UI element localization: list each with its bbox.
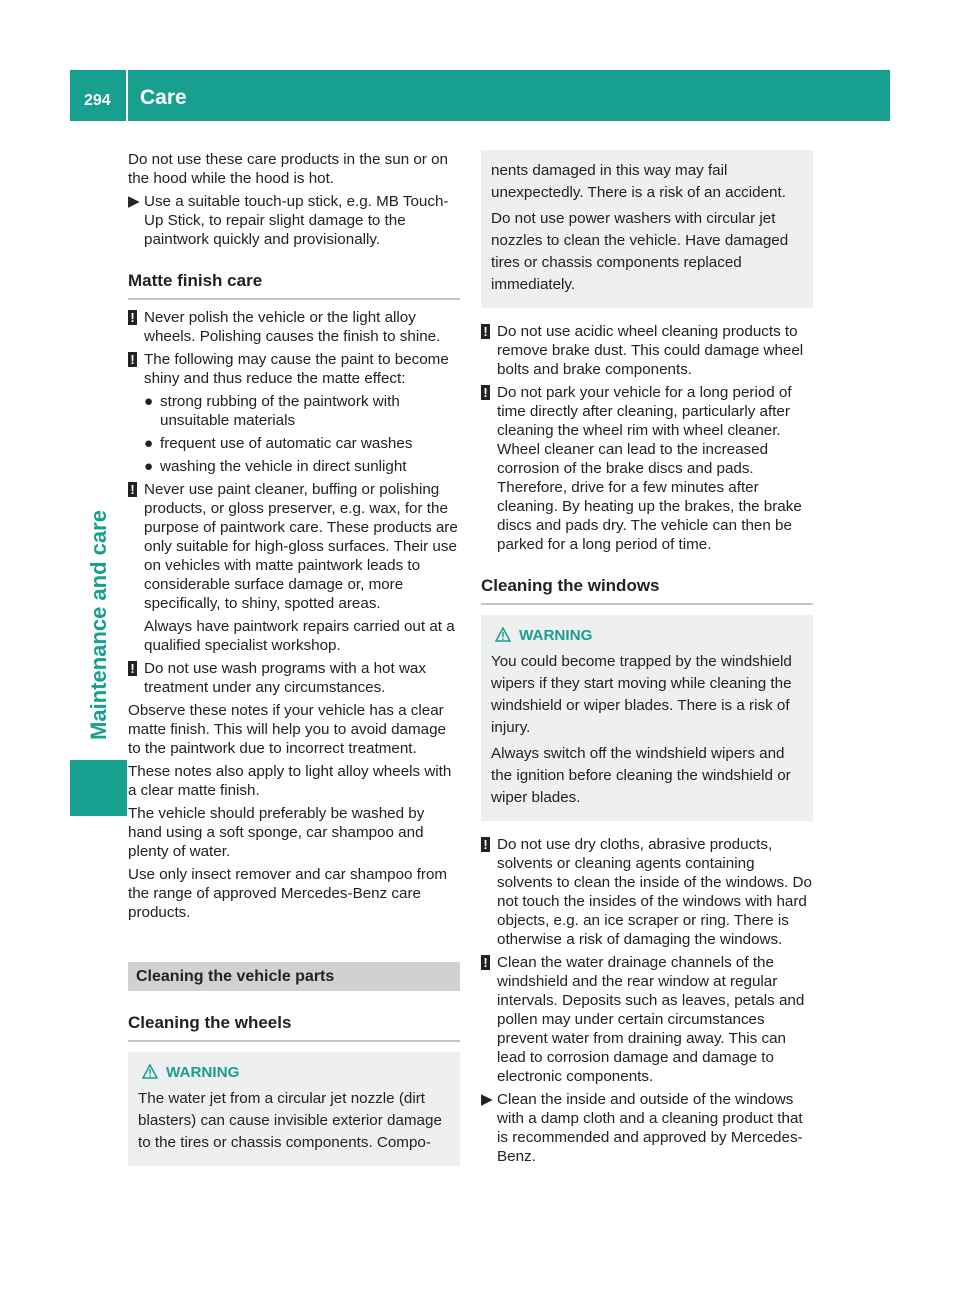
- notice-icon: !: [481, 385, 490, 400]
- notice-item: ! Clean the water drainage channels of the windshield and the rear window at regular intervals. Deposits such as leaves, petals and pollen may under certain circumstances prevent water from draining away. This can lead to corrosion damage and damage to electronic components.: [481, 953, 813, 1086]
- body-text: The vehicle should preferably be washed by hand using a soft sponge, car shampoo and plenty of water.: [128, 805, 425, 860]
- warning-text: You could become trapped by the windshield wipers if they start moving while cleaning the windshield or wiper blades. There is a risk of injury.: [491, 653, 792, 736]
- notice-item: ! Do not use wash programs with a hot wax treatment under any circumstances.: [128, 659, 460, 697]
- body-text: Use only insect remover and car shampoo from the range of approved Mercedes-Benz care products.: [128, 866, 448, 921]
- warning-text: Always switch off the windshield wipers and the ignition before cleaning the windshield or wiper blades.: [491, 745, 791, 806]
- header-bar: [70, 70, 890, 121]
- notice-item: ! The following may cause the paint to become shiny and thus reduce the matte effect:: [128, 350, 460, 388]
- heading-cleaning-windows: Cleaning the windows: [481, 576, 813, 605]
- notice-item: ! Never use paint cleaner, buffing or polishing products, or gloss preserver, e.g. wax, for the purpose of paintwork care. These products are only suitable for high-gloss surfaces. Their use on vehicles with matte paintwork leads to considerable surface damage or, more specifically, to shiny, spotted areas.: [128, 480, 460, 613]
- warning-triangle-icon: [142, 1064, 158, 1079]
- notice-icon: !: [481, 324, 490, 339]
- notice-icon: !: [128, 352, 137, 367]
- warning-triangle-icon: [495, 627, 511, 642]
- notice-icon: !: [481, 837, 490, 852]
- warning-text: nents damaged in this way may fail unexpectedly. There is a risk of an accident.: [491, 162, 786, 201]
- instruction-step: ▶ Clean the inside and outside of the windows with a damp cloth and a cleaning product that is recommended and approved by Mercedes-Benz.: [481, 1091, 803, 1165]
- notice-item: ! Never polish the vehicle or the light alloy wheels. Polishing causes the finish to shine.: [128, 308, 460, 346]
- list-item: ● frequent use of automatic car washes: [144, 435, 413, 452]
- notice-icon: !: [128, 661, 137, 676]
- notice-item: ! Do not use dry cloths, abrasive products, solvents or cleaning agents containing solvents to clean the inside of the windows. Do not touch the insides of the windows with hard objects, e.g. an ice scraper or ring. There is otherwise a risk of damaging the windows.: [481, 835, 813, 949]
- notice-icon: !: [128, 310, 137, 325]
- bullet-icon: ●: [144, 458, 154, 475]
- side-tab-label: Maintenance and care: [85, 510, 111, 740]
- side-tab-marker: [70, 760, 127, 816]
- intro-text: Do not use these care products in the sun or on the hood while the hood is hot.: [128, 151, 448, 187]
- heading-matte-finish: Matte finish care: [128, 271, 460, 300]
- list-item: ● strong rubbing of the paintwork with unsuitable materials: [144, 393, 400, 429]
- bullet-icon: ●: [144, 393, 154, 410]
- page-number: 294: [84, 92, 111, 109]
- arrow-icon: ▶: [481, 1091, 493, 1108]
- section-title: Care: [140, 86, 187, 109]
- notice-icon: !: [128, 482, 137, 497]
- warning-text: The water jet from a circular jet nozzle (dirt blasters) can cause invisible exterior damage to the tires or chassis components. Compo-: [138, 1090, 442, 1151]
- heading-cleaning-vehicle-parts: Cleaning the vehicle parts: [128, 962, 460, 991]
- warning-heading: WARNING: [491, 625, 803, 647]
- bullet-icon: ●: [144, 435, 154, 452]
- right-column: [481, 150, 813, 1170]
- body-text: These notes also apply to light alloy wheels with a clear matte finish.: [128, 763, 452, 799]
- notice-icon: !: [481, 955, 490, 970]
- list-item: ● washing the vehicle in direct sunlight: [144, 458, 407, 475]
- warning-box: [481, 615, 813, 821]
- notice-followup: Always have paintwork repairs carried out at a qualified specialist workshop.: [144, 618, 455, 654]
- warning-box: [128, 1052, 460, 1166]
- instruction-step: ▶ Use a suitable touch-up stick, e.g. MB Touch-Up Stick, to repair slight damage to the paintwork quickly and provisionally.: [128, 193, 449, 248]
- body-text: Observe these notes if your vehicle has a clear matte finish. This will help you to avoid damage to the paintwork due to incorrect treatment.: [128, 702, 446, 757]
- warning-heading: WARNING: [138, 1062, 450, 1084]
- warning-box-continued: [481, 150, 813, 308]
- notice-item: ! Do not use acidic wheel cleaning products to remove brake dust. This could damage wheel bolts and brake components.: [481, 322, 813, 379]
- notice-item: ! Do not park your vehicle for a long period of time directly after cleaning, particularly after cleaning the wheel rim with wheel cleaner. Wheel cleaner can lead to the increased corrosion of the brake discs and pads. Therefore, drive for a few minutes after cleaning. By heating up the brakes, the brake discs and pads dry. The vehicle can then be parked for a long period of time.: [481, 383, 813, 554]
- left-column: [128, 150, 460, 1180]
- heading-cleaning-wheels: Cleaning the wheels: [128, 1013, 460, 1042]
- warning-text: Do not use power washers with circular jet nozzles to clean the vehicle. Have damaged tires or chassis components replaced immediately.: [491, 210, 789, 293]
- header-divider: [126, 70, 128, 121]
- arrow-icon: ▶: [128, 193, 140, 210]
